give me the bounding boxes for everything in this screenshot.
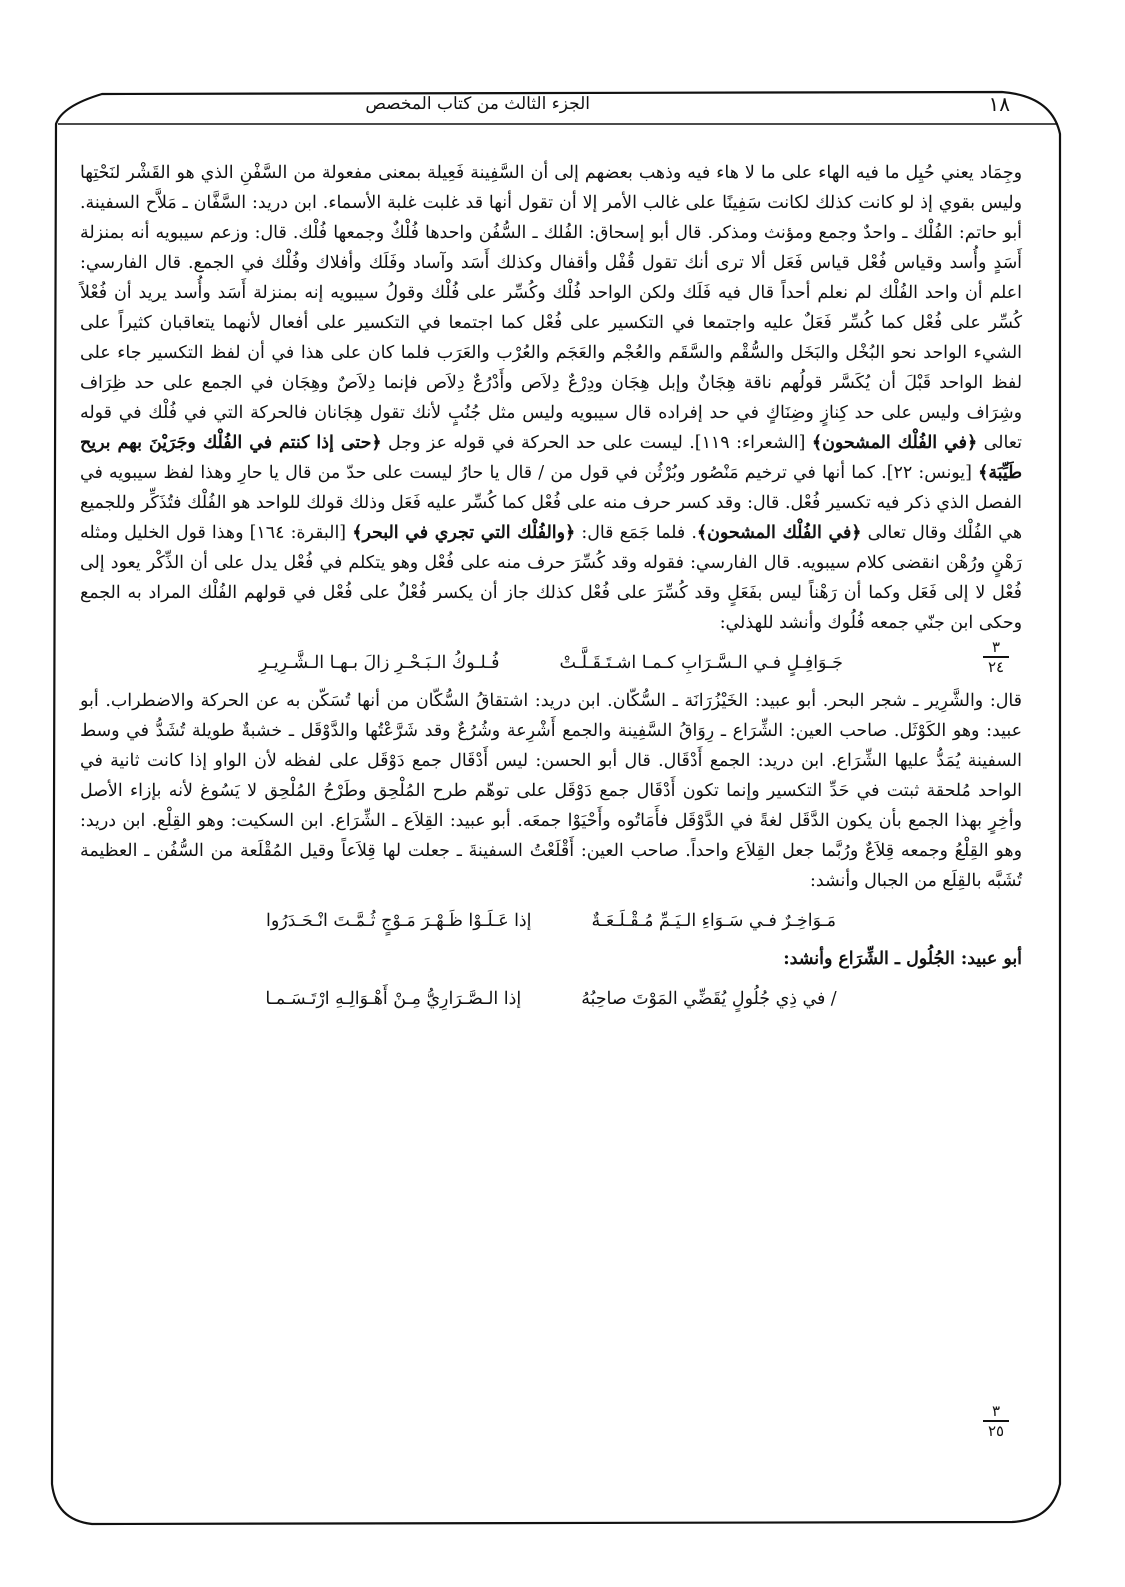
verse-hemistich: إذا عَـلَـوْا ظَـهْـرَ مَـوْجٍ ثُـمَّـتَ انْـحَـدَرُوا — [266, 911, 532, 931]
paragraph — [80, 158, 1022, 638]
paragraph-text: [الشعراء: ١١٩]. ليست على حد الحركة في قوله عز وجل — [388, 433, 806, 453]
paragraph — [80, 944, 1022, 974]
quran-quote: ﴿في الفُلْك المشحون﴾ — [696, 523, 862, 543]
paragraph-text: قال: والشَّرِير ـ شجر البحر. أبو عبيد: الخَيْزُرَانَة ـ السُّكّان. ابن دريد: اشتقاقُ السُّكّان من أنها تُسَكّن به عن الحركة والاضطراب. أبو عبيد: وهو الكَوْثَل. صاحب العين: الشِّرَاع ـ رِوَاقُ السَّفِينة والجمع أَشْرِعة وشُرُعٌ وقد شَرَّعْتُها والدَّوْقَل ـ خشبةٌ طويلة تُشَدُّ في وسط السفينة يُمَدُّ عليها الشِّرَاع. ابن دريد: الجمع أَدْقَال. قال أبو الحسن: ليس أَدْقَال جمع دَوْقَل على لفظه لأن الواو إذا كانت ثانية في الواحد مُلحقة ثبتت في حَدِّ التكسير وإنما تكون أَدْقَال جمع دَوْقَل على توهّم طرح المُلْحِق وطَرْحُ المُلْحِق لا يَسُوغ لأنه بإزاء الأصل وأخِرٍ بهذا الجمع بأن يكون الدَّقَل لغةً في الدَّوْقَل فأَمَاتُوه وأَحْيَوْا جمعَه. أبو عبيد: القِلاَع ـ الشِّرَاع. ابن السكيت: وهو القِلْع. ابن دريد: وهو القِلْعُ وجمعه قِلاَعٌ ورُبَّما جعل القِلاَع واحداً. صاحب العين: أَقْلَعْتُ السفينةَ ـ جعلت لها قِلاَعاً وقيل المُقْلَعة من السُّفُن ـ العظيمة تُشَبَّه بالقِلَع من الجبال وأنشد: — [80, 691, 1022, 891]
poetry-verse — [80, 984, 1022, 1014]
quran-quote: ﴿في الفُلْك المشحون﴾ — [811, 433, 978, 453]
main-text — [80, 158, 1022, 1022]
verse-hemistich: جَـوَافِـلٍ فـي الـسَّـرَابِ كـمـا اشـتَـقَـلَّـتْ — [559, 653, 843, 673]
poetry-verse — [80, 906, 1022, 936]
paragraph-text: [يونس: ٢٢]. كما أنها في ترخيم مَنْصُور وبُرْثُن في قول من / قال يا حارُ ليست على حدّ من قال يا حارِ وهذا لفظ سيبويه في الفصل الذي ذكر فيه تكسير فُعْل. قال: وقد كسر حرف منه على فُعْل كما كُسِّر عليه فَعَل وذلك قولك للواحد هو الفُلْك فتُذَكِّر وللجميع هي الفُلْك وقال تعالى — [80, 463, 1023, 543]
paragraph-text: . فلما جَمَع قال: — [581, 523, 697, 543]
paragraph — [80, 686, 1022, 896]
running-header-title: الجزء الثالث من كتاب المخصص — [365, 94, 590, 114]
paragraph-text: [البقرة: ١٦٤] وهذا قول الخليل ومثله رَهْنٍ ورُهْن انقضى كلام سيبويه. قال الفارسي: فقوله وقد كُسِّرَ حرف منه على فُعْل وهو يتكلم في فُعْل يدل على أن الذِّكْر يعود إلى فُعْل لا إلى فَعَل وكما أن رَهْناً ليس بفَعَلٍ وقد كُسِّرَ على فُعْل كذلك جاز أن يكسر فُعْلٌ على فُعْل في قولهم الفُلْك المراد به الجمع وحكى ابن جنّي جمعه فُلُوك وأنشد للهذلي: — [80, 523, 1022, 633]
page-number: ١٨ — [988, 92, 1010, 116]
verse-hemistich: / في ذِي جُلُولٍ يُقَضِّي المَوْتَ صاحِبُهُ — [581, 989, 837, 1009]
poetry-verse — [80, 648, 1022, 678]
quran-quote: ﴿حتى إذا كنتم في الفُلْك وجَرَيْنَ بهم بريح طَيِّبَة﴾ — [80, 433, 1023, 483]
paragraph-text: أبو عبيد: الجُلُول ـ الشِّرَاع وأنشد: — [783, 949, 1022, 969]
margin-folio-note — [976, 1404, 1016, 1438]
paragraph-text: وجِمَاد يعني حُيِل ما فيه الهاء على ما لا هاء فيه وذهب بعضهم إلى أن السَّفِينة فَعِيلة بمعنى مفعولة من السَّفْنِ الذي هو القَشْر لنَحْتِها وليس بقوي إذ لو كانت كذلك لكانت سَفِينًا على غالب الأمر إلا أن تقول أنها قد غلبت غلبة الأسماء. ابن دريد: السَّفَّان ـ مَلاَّح السفينة. أبو حاتم: الفُلْك ـ واحدٌ وجمع ومؤنث ومذكر. قال أبو إسحاق: الفُلك ـ السُّفُن واحدها فُلْكٌ وجمعها فُلْك. قال: وزعم سيبويه أنه بمنزلة أَسَدٍ وأُسد وقياس فُعْل قياس فَعَل ألا ترى أنك تقول قُفْل وأقفال وكذلك أَسَد وآساد وفَلَك وأفلاك وفُلْك في الجمع. قال الفارسي: اعلم أن واحد الفُلْك لم نعلم أحداً قال فيه فَلَك ولكن الواحد فُلْك وكُسِّر على فُلْك وقولُ سيبويه إنه بمنزلة أَسَد وأُسد يريد أن فُعْلاً كُسِّر على فُعْل كما كُسِّر فَعَلٌ عليه واجتمعا في التكسير على فُعْل كما اجتمعا في التكسير على أفعال لأنهما يتعاقبان كثيراً على الشيء الواحد نحو البُخْل والبَخَل والسُّقْم والسَّقَم والعُجْم والعَجَم والعُرْب والعَرَب فلما كان على هذا في أن لفظ التكسير جاء على لفظ الواحد قَبْلَ أن يُكَسَّر قولُهم ناقة هِجَانٌ وإبل هِجَان ودِرْعٌ دِلاَص وأَدْرُعٌ دِلاَص فإنما دِلاَصٌ وهِجَان في الجمع على حد ظِرَاف وشِرَاف وليس على حد كِنازٍ وضِنَاكٍ في حد إفراده قال سيبويه وليس مثل جُنُبٍ لأنك تقول هِجَانان فالحركة التي في فُلْك في قوله تعالى — [80, 163, 1022, 453]
margin-note-bottom: ٢٥ — [987, 1421, 1005, 1440]
verse-hemistich: فُـلـوكُ الـبَـحْـرِ زالَ بـهـا الـشَّـرِيـرِ — [259, 653, 500, 673]
verse-hemistich: مَـوَاخِـرٌ فـي سَـوَاءِ الـيَـمِّ مُـقْـلَـعَـةٌ — [591, 911, 836, 931]
margin-note-top: ٣ — [991, 638, 1001, 656]
verse-hemistich: إذا الـصَّـرَارِيُّ مِـنْ أَهْـوَالِـهِ ارْتَـسَـمـا — [265, 989, 522, 1009]
margin-note-bottom: ٢٤ — [987, 657, 1005, 676]
quran-quote: ﴿والفُلْك التي تجري في البحر﴾ — [352, 523, 576, 543]
margin-note-top: ٣ — [991, 1402, 1001, 1420]
